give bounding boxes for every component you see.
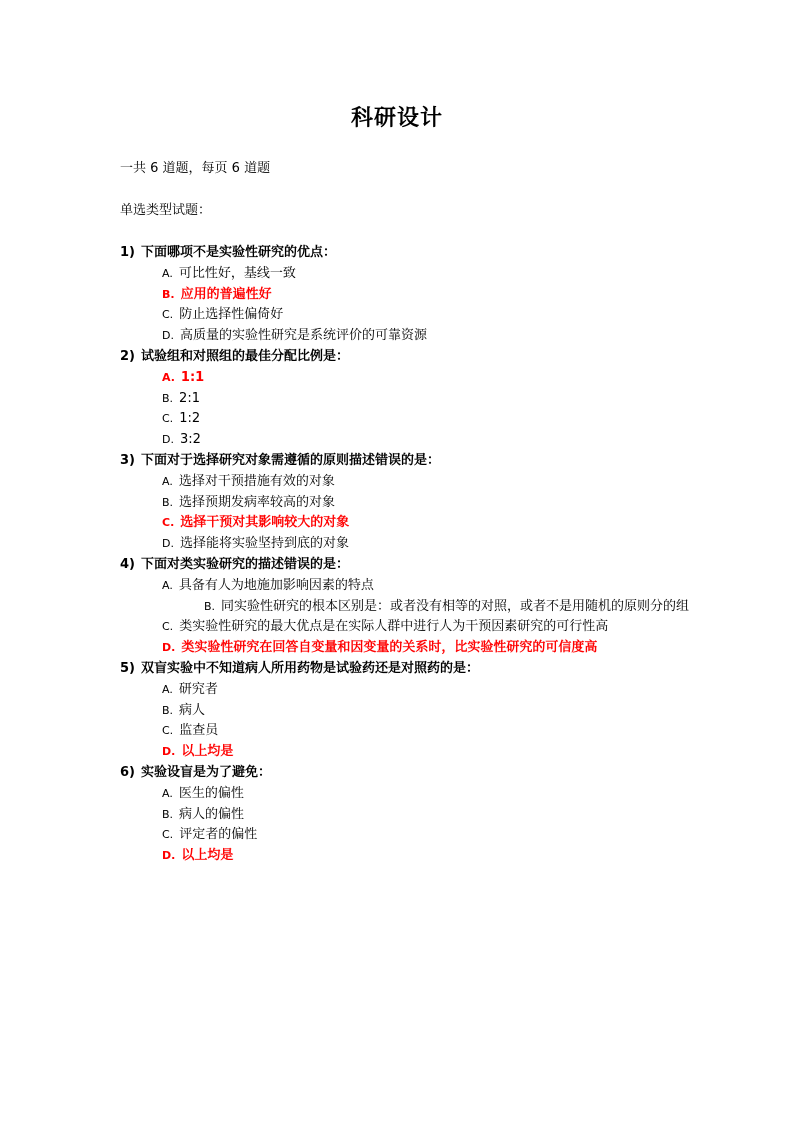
question-item	[120, 763, 700, 867]
answer-option	[120, 617, 700, 638]
option-letter: D.	[162, 537, 174, 551]
question-text: 双盲实验中不知道病人所用药物是试验药还是对照药的是：	[141, 660, 480, 676]
option-text: 以上均是	[181, 744, 234, 760]
option-text: 2:1	[179, 390, 200, 406]
question-stem	[120, 243, 700, 264]
option-text: 研究者	[178, 681, 218, 697]
answer-option	[120, 326, 700, 347]
question-number: 1)	[120, 245, 135, 260]
option-letter: A.	[162, 474, 173, 488]
option-text: 病人	[179, 702, 206, 718]
question-item	[120, 659, 700, 763]
answer-option-correct	[120, 285, 700, 306]
question-stem	[120, 659, 700, 680]
answer-option	[120, 721, 700, 742]
option-text: 医生的偏性	[178, 785, 244, 801]
option-text: 选择干预对其影响较大的对象	[180, 515, 350, 531]
option-text: 1:1	[180, 369, 205, 385]
answer-option	[120, 784, 700, 805]
option-text: 同实验性研究的根本区别是：或者没有相等的对照，或者不是用随机的原则分的组	[221, 598, 690, 614]
question-text: 试验组和对照组的最佳分配比例是：	[141, 348, 350, 364]
answer-option	[120, 701, 700, 722]
question-item	[120, 451, 700, 555]
option-letter: C.	[162, 620, 174, 634]
question-item	[120, 555, 700, 659]
option-text: 类实验性研究的最大优点是在实际人群中进行人为干预因素研究的可行性高	[179, 619, 609, 635]
option-letter: B.	[204, 599, 216, 613]
option-text: 监查员	[179, 723, 219, 739]
question-stem	[120, 555, 700, 576]
question-number: 6)	[120, 764, 135, 780]
option-letter: B.	[162, 703, 174, 717]
option-letter: B.	[162, 495, 174, 509]
answer-option	[120, 430, 700, 451]
answer-option	[120, 409, 700, 430]
option-text: 选择对干预措施有效的对象	[178, 473, 335, 489]
option-text: 具备有人为地施加影响因素的特点	[178, 577, 374, 593]
answer-option	[120, 493, 700, 514]
option-text: 应用的普遍性好	[180, 286, 272, 302]
question-text: 实验设盲是为了避免：	[141, 764, 272, 780]
answer-option-correct	[120, 638, 700, 659]
option-letter: A.	[162, 578, 173, 592]
question-number: 4)	[120, 556, 135, 572]
option-letter: A.	[162, 266, 173, 280]
option-letter: B.	[162, 807, 174, 821]
answer-option-correct	[120, 846, 700, 867]
option-letter: D.	[162, 329, 174, 343]
question-number: 5)	[120, 660, 135, 676]
option-text: 选择预期发病率较高的对象	[179, 494, 336, 510]
option-letter: A.	[162, 682, 173, 696]
option-letter: D.	[162, 433, 174, 447]
answer-option-correct	[120, 742, 700, 763]
option-letter: C.	[162, 828, 174, 842]
option-text: 1:2	[179, 411, 201, 427]
answer-option	[120, 305, 700, 326]
question-item	[120, 347, 700, 451]
option-text: 高质量的实验性研究是系统评价的可靠资源	[179, 328, 427, 344]
answer-option-correct	[120, 513, 700, 534]
answer-option	[120, 597, 700, 618]
answer-option	[120, 389, 700, 410]
option-text: 防止选择性偏倚好	[179, 307, 284, 323]
option-letter: A.	[162, 786, 173, 800]
option-text: 病人的偏性	[179, 806, 245, 822]
answer-option	[120, 264, 700, 285]
option-letter: D.	[162, 849, 176, 863]
question-text: 下面对类实验研究的描述错误的是：	[141, 556, 350, 572]
option-letter: C.	[162, 308, 174, 322]
option-text: 评定者的偏性	[179, 827, 258, 843]
answer-option	[120, 534, 700, 555]
question-stem	[120, 451, 700, 472]
option-letter: C.	[162, 724, 174, 738]
option-letter: D.	[162, 641, 176, 655]
question-list	[120, 243, 700, 867]
question-number: 3)	[120, 452, 135, 468]
answer-option-correct	[120, 368, 700, 389]
question-stem	[120, 763, 700, 784]
option-letter: B.	[162, 287, 175, 301]
answer-option	[120, 805, 700, 826]
answer-option	[120, 680, 700, 701]
answer-option	[120, 576, 700, 597]
option-text: 3:2	[179, 432, 201, 448]
question-item	[120, 243, 700, 347]
option-letter: C.	[162, 412, 174, 426]
option-text: 选择能将实验坚持到底的对象	[179, 536, 349, 552]
section-heading: 单选类型试题：	[120, 203, 212, 218]
answer-option	[120, 825, 700, 846]
question-text: 下面对于选择研究对象需遵循的原则描述错误的是：	[141, 452, 441, 468]
option-text: 以上均是	[181, 848, 234, 864]
answer-option	[120, 472, 700, 493]
option-letter: D.	[162, 745, 176, 759]
option-text: 可比性好，基线一致	[178, 265, 296, 281]
question-count-summary: 一共 6 道题，每页 6 道题	[120, 161, 271, 176]
page-title: 科研设计	[350, 105, 443, 131]
option-text: 类实验性研究在回答自变量和因变量的关系时，比实验性研究的可信度高	[181, 640, 598, 656]
option-letter: A.	[162, 370, 175, 384]
option-letter: C.	[162, 516, 175, 530]
question-text: 下面哪项不是实验性研究的优点：	[141, 245, 337, 260]
question-stem	[120, 347, 700, 368]
question-number: 2)	[120, 348, 135, 364]
option-letter: B.	[162, 391, 174, 405]
